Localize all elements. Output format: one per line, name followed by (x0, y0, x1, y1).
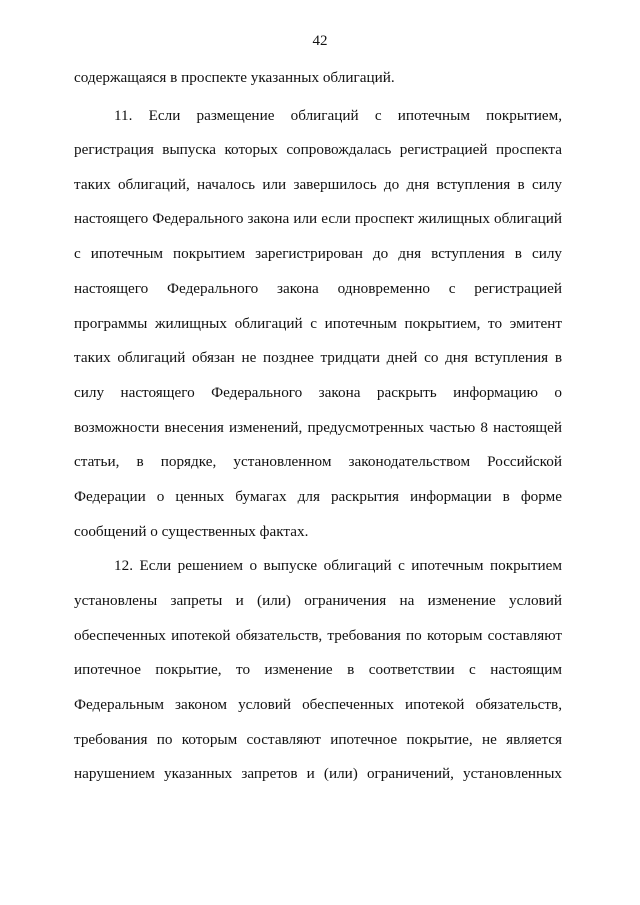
paragraph-line: силу настоящего Федерального закона раскрыть информацию о (74, 384, 562, 401)
paragraph-line: требования по которым составляют ипотечное покрытие, не является (74, 731, 562, 748)
paragraph-line: возможности внесения изменений, предусмотренных частью 8 настоящей (74, 419, 562, 436)
paragraph-line: таких облигаций обязан не позднее тридцати дней со дня вступления в (74, 349, 562, 366)
paragraph-line: настоящего Федерального закона или если проспект жилищных облигаций (74, 210, 562, 227)
paragraph-line: программы жилищных облигаций с ипотечным покрытием, то эмитент (74, 315, 562, 332)
paragraph-line: с ипотечным покрытием зарегистрирован до дня вступления в силу (74, 245, 562, 262)
paragraph-line: таких облигаций, началось или завершилось до дня вступления в силу (74, 176, 562, 193)
paragraph-line: 11. Если размещение облигаций с ипотечным покрытием, (114, 107, 562, 124)
paragraph-line: ипотечное покрытие, то изменение в соответствии с настоящим (74, 661, 562, 678)
paragraph-line: Федерации о ценных бумагах для раскрытия информации в форме (74, 488, 562, 505)
page-number: 42 (312, 33, 328, 49)
paragraph-line: содержащаяся в проспекте указанных облигаций. (74, 69, 395, 86)
paragraph-line: обеспеченных ипотекой обязательств, требования по которым составляют (74, 627, 562, 644)
paragraph-line: установлены запреты и (или) ограничения на изменение условий (74, 592, 562, 609)
paragraph-line: 12. Если решением о выпуске облигаций с ипотечным покрытием (114, 557, 562, 574)
paragraph-line: регистрация выпуска которых сопровождалась регистрацией проспекта (74, 141, 562, 158)
paragraph-line: настоящего Федерального закона одновременно с регистрацией (74, 280, 562, 297)
paragraph-line: статьи, в порядке, установленном законодательством Российской (74, 453, 562, 470)
paragraph-line: Федеральным законом условий обеспеченных ипотекой обязательств, (74, 696, 562, 713)
paragraph-line: нарушением указанных запретов и (или) ограничений, установленных (74, 765, 562, 782)
paragraph-line: сообщений о существенных фактах. (74, 523, 309, 540)
